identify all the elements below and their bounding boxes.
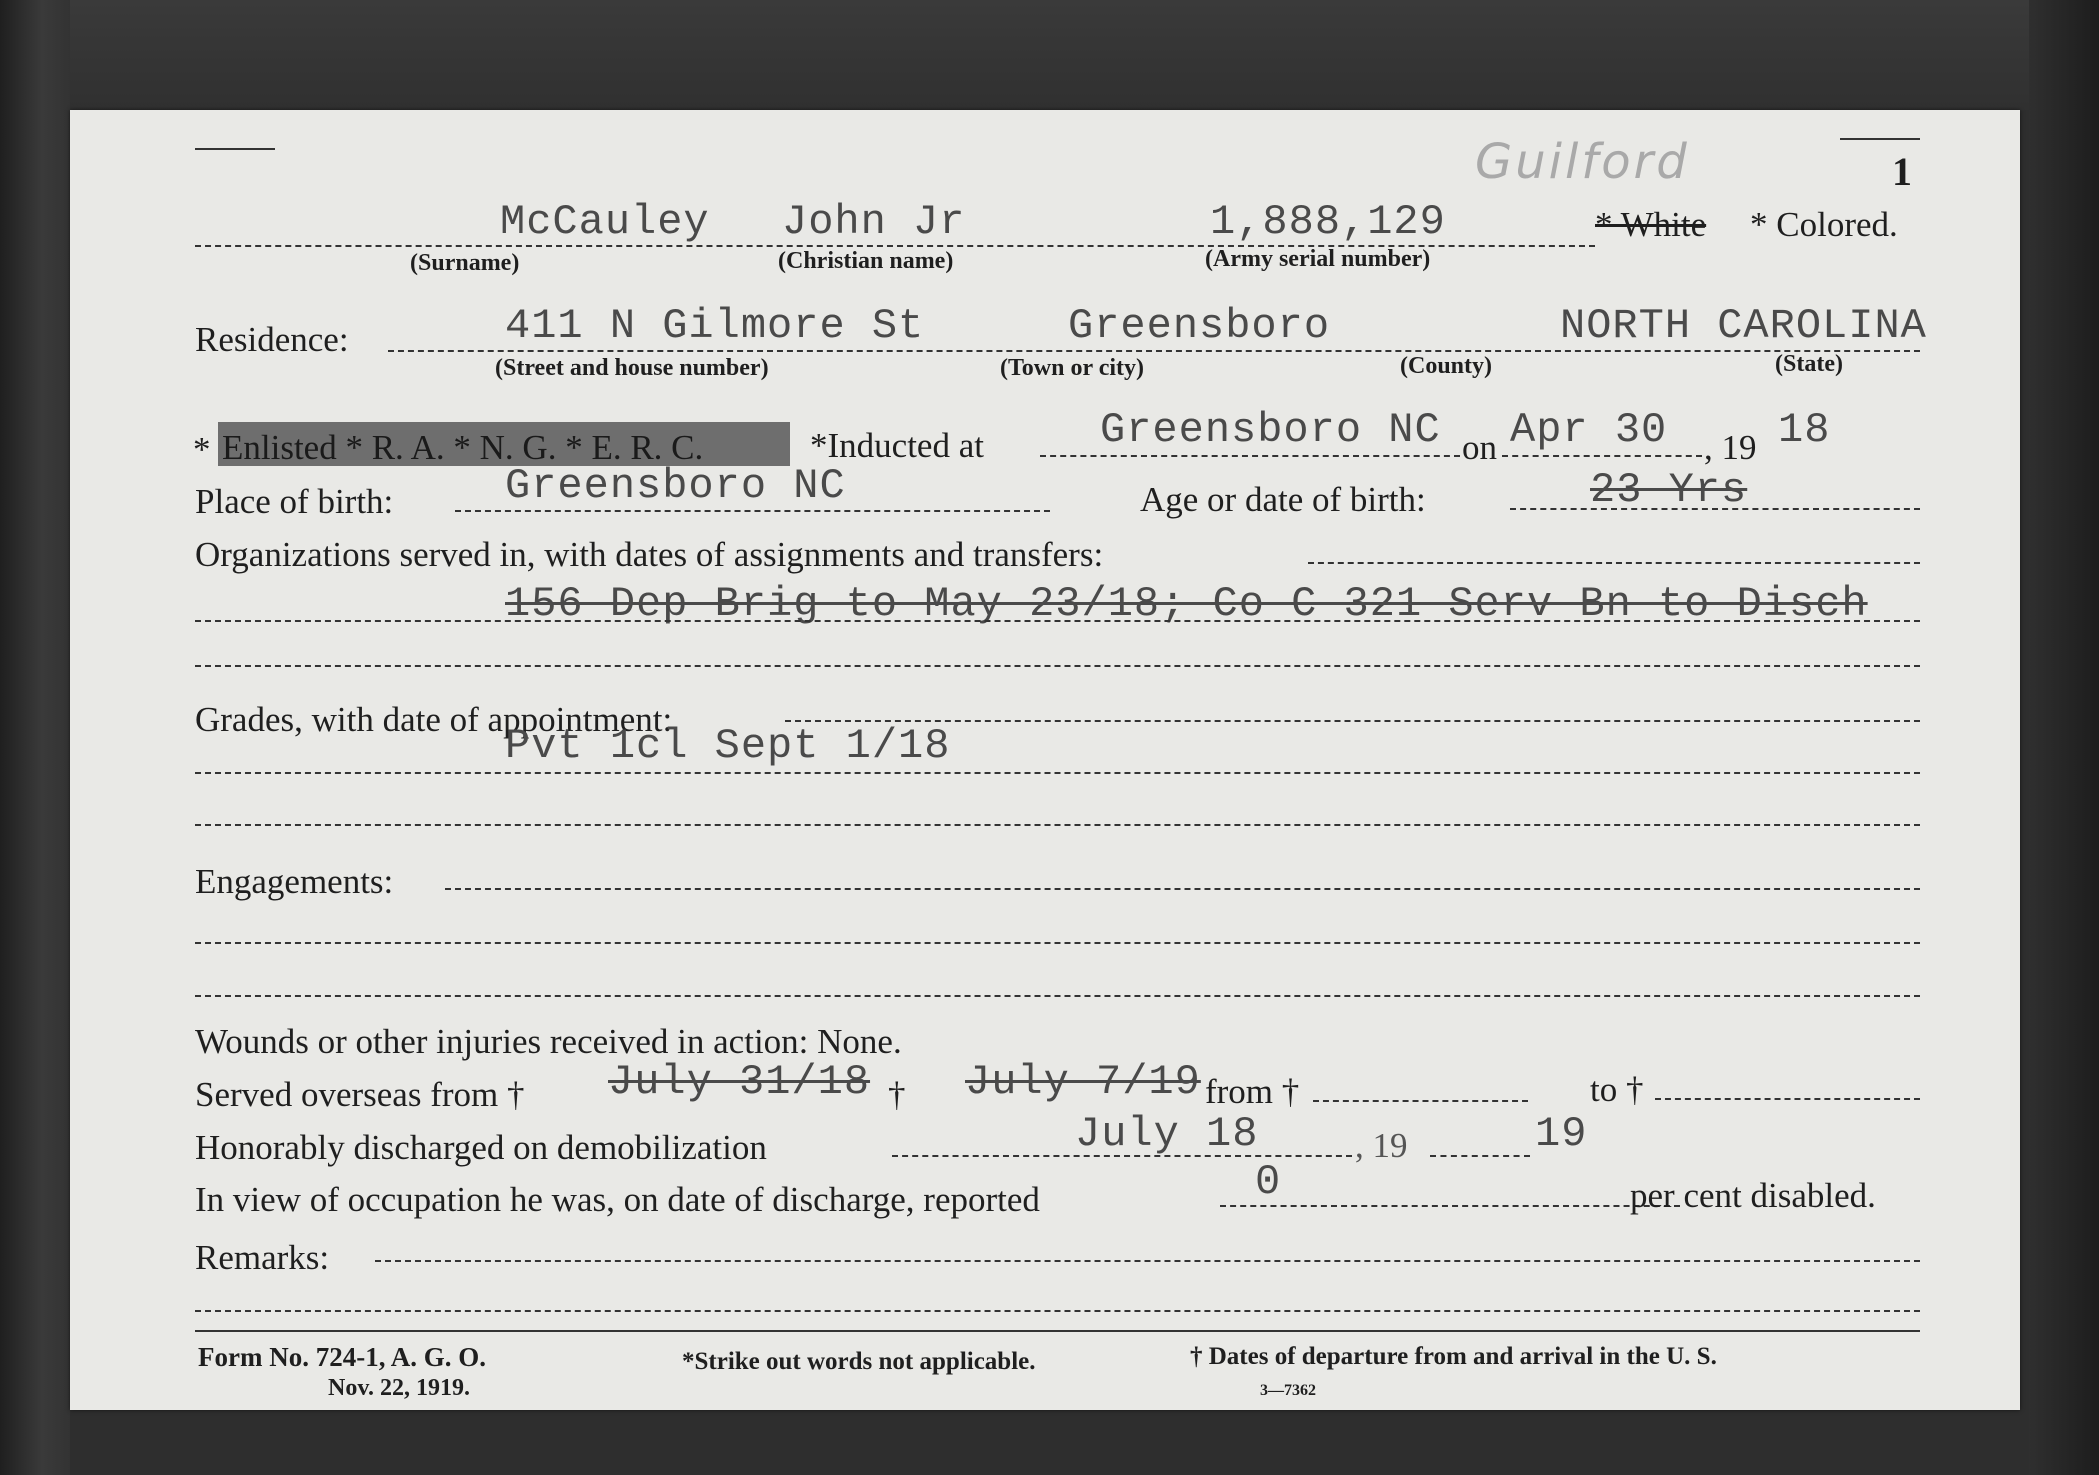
- inducted-date-value: Apr 30: [1510, 406, 1668, 454]
- discharge-year-prefix: , 19: [1355, 1126, 1408, 1165]
- serial-number-caption: (Army serial number): [1205, 246, 1431, 272]
- engagements-line-1: [445, 888, 1920, 890]
- discharge-year-value: 19: [1535, 1110, 1588, 1158]
- discharge-year-line: [1430, 1155, 1530, 1157]
- inducted-date-line: [1502, 455, 1702, 457]
- form-number: Form No. 724-1, A. G. O.: [198, 1342, 486, 1372]
- organizations-label: Organizations served in, with dates of assignments and transfers:: [195, 535, 1104, 574]
- grades-value: Pvt 1cl Sept 1/18: [505, 722, 951, 770]
- disability-suffix: per cent disabled.: [1630, 1176, 1876, 1215]
- scan-border-top: [0, 0, 2099, 110]
- scan-border-left: [0, 0, 70, 1475]
- discharge-date-value: July 18: [1075, 1110, 1259, 1158]
- birth-place-value: Greensboro NC: [505, 462, 846, 510]
- discharge-date-line: [892, 1155, 1352, 1157]
- overseas-from2-label: from †: [1205, 1072, 1300, 1111]
- remarks-line-1: [375, 1260, 1920, 1262]
- street-value: 411 N Gilmore St: [505, 302, 925, 350]
- state-caption: (State): [1775, 351, 1843, 377]
- enlisted-star: *: [193, 430, 211, 469]
- inducted-place-value: Greensboro NC: [1100, 406, 1441, 454]
- inducted-year-value: 18: [1778, 406, 1831, 454]
- county-handwritten-note: Guilford: [1475, 134, 1690, 190]
- disability-label: In view of occupation he was, on date of discharge, reported: [195, 1180, 1040, 1219]
- overseas-from2-line: [1313, 1100, 1528, 1102]
- footer-rule: [195, 1330, 1920, 1332]
- serial-number-value: 1,888,129: [1210, 198, 1446, 246]
- overseas-from-value: July 31/18: [608, 1058, 871, 1106]
- inducted-label: *Inducted at: [810, 426, 984, 465]
- race-colored-option: * Colored.: [1750, 205, 1898, 244]
- county-caption: (County): [1400, 353, 1493, 379]
- street-caption: (Street and house number): [495, 355, 769, 381]
- christian-name-caption: (Christian name): [778, 248, 954, 274]
- residence-label: Residence:: [195, 320, 349, 359]
- birth-place-line: [455, 510, 1050, 512]
- print-code: 3—7362: [1260, 1382, 1316, 1399]
- state-value: NORTH CAROLINA: [1560, 302, 1927, 350]
- engagements-label: Engagements:: [195, 862, 394, 901]
- overseas-to-value: July 7/19: [965, 1058, 1201, 1106]
- grades-line-1: [785, 720, 1920, 722]
- card-number: 1: [1892, 149, 1912, 194]
- engagements-line-2: [195, 942, 1920, 944]
- town-value: Greensboro: [1068, 302, 1331, 350]
- grades-label: Grades, with date of appointment:: [195, 700, 673, 739]
- remarks-line-2: [195, 1310, 1920, 1312]
- age-label: Age or date of birth:: [1140, 480, 1426, 519]
- town-caption: (Town or city): [1000, 355, 1144, 381]
- enlisted-options: Enlisted * R. A. * N. G. * E. R. C.: [222, 428, 704, 467]
- year-prefix: , 19: [1704, 428, 1757, 467]
- disability-line: [1220, 1205, 1680, 1207]
- organizations-line-3: [195, 665, 1920, 667]
- grades-line-3: [195, 824, 1920, 826]
- overseas-to-mark: †: [888, 1075, 906, 1114]
- birth-place-label: Place of birth:: [195, 482, 394, 521]
- age-line: [1510, 508, 1920, 510]
- age-value: 23 Yrs: [1590, 466, 1748, 514]
- race-white-option: * White: [1595, 205, 1707, 244]
- wounds-label: Wounds or other injuries received in action: None.: [195, 1022, 902, 1061]
- overseas-to2-line: [1655, 1098, 1920, 1100]
- organizations-line-2: [195, 620, 1920, 622]
- surname-value: McCauley: [500, 198, 710, 246]
- top-right-rule: [1840, 138, 1920, 140]
- form-date: Nov. 22, 1919.: [328, 1375, 471, 1401]
- organizations-value: 156 Dep Brig to May 23/18; Co C 321 Serv Bn to Disch: [505, 580, 1868, 628]
- dates-note: † Dates of departure from and arrival in the U. S.: [1190, 1343, 1717, 1370]
- grades-line-2: [195, 772, 1920, 774]
- engagements-line-3: [195, 995, 1920, 997]
- discharge-label: Honorably discharged on demobilization: [195, 1128, 767, 1167]
- remarks-label: Remarks:: [195, 1238, 330, 1277]
- surname-caption: (Surname): [410, 250, 520, 276]
- overseas-label: Served overseas from †: [195, 1075, 525, 1114]
- service-record-card: [70, 110, 2020, 1410]
- disability-value: 0: [1255, 1158, 1282, 1206]
- organizations-line-1: [1308, 562, 1920, 564]
- on-label: on: [1462, 428, 1497, 467]
- strike-out-note: *Strike out words not applicable.: [682, 1348, 1036, 1375]
- residence-line: [388, 350, 1920, 352]
- top-left-rule: [195, 148, 275, 150]
- scan-border-right: [2029, 0, 2099, 1475]
- overseas-to2-label: to †: [1590, 1070, 1644, 1109]
- christian-name-value: John Jr: [782, 198, 966, 246]
- inducted-place-line: [1040, 455, 1460, 457]
